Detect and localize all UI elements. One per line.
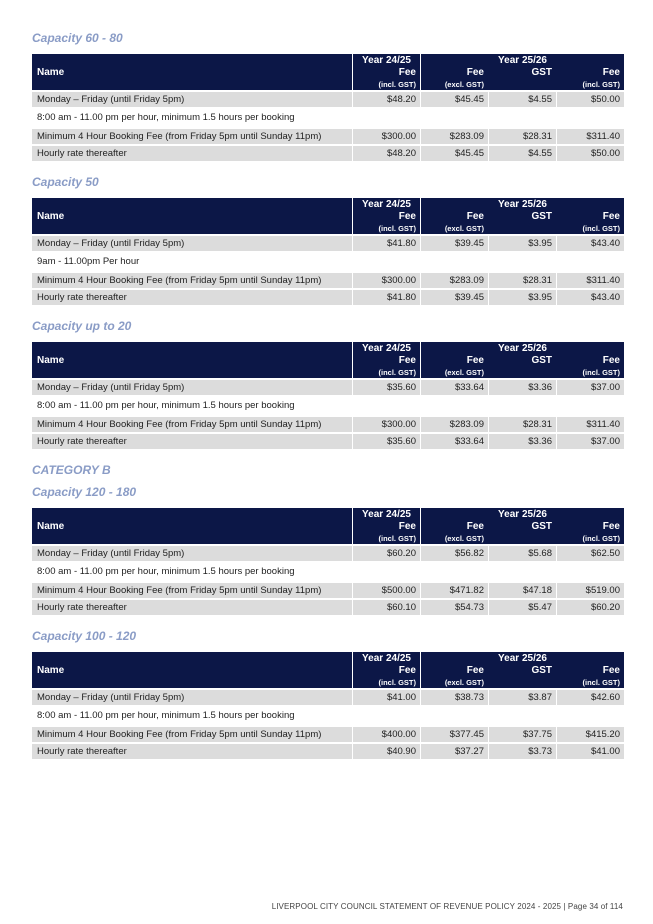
gst-header: GST <box>488 665 556 688</box>
fee-table <box>32 198 624 305</box>
category-heading: CATEGORY B <box>32 463 111 477</box>
year-2526-header: Year 25/26 <box>420 508 624 521</box>
fee-2526-incl: $50.00 <box>556 90 624 107</box>
fee-2425-incl: $500.00 <box>352 581 420 598</box>
name-column-header: Name <box>32 508 352 544</box>
year-2526-header: Year 25/26 <box>420 54 624 67</box>
fee-2425-incl: $41.00 <box>352 688 420 705</box>
table-row <box>32 742 624 759</box>
row-name: Monday – Friday (until Friday 5pm) <box>32 378 352 395</box>
table-row <box>32 725 624 742</box>
incl-gst-label: (incl. GST) <box>352 223 420 234</box>
fee-2526-excl: $37.27 <box>420 742 488 759</box>
row-name: Hourly rate thereafter <box>32 288 352 305</box>
fee-2425-incl: $300.00 <box>352 415 420 432</box>
fee-table <box>32 54 624 161</box>
fee-2526-excl: $39.45 <box>420 288 488 305</box>
row-name: Monday – Friday (until Friday 5pm) <box>32 544 352 561</box>
fee-section <box>32 174 624 305</box>
row-name: Minimum 4 Hour Booking Fee (from Friday 5pm until Sunday 11pm) <box>32 725 352 742</box>
row-name: Hourly rate thereafter <box>32 742 352 759</box>
row-name: Minimum 4 Hour Booking Fee (from Friday 5pm until Sunday 11pm) <box>32 127 352 144</box>
fee-table <box>32 652 624 759</box>
table-row <box>32 288 624 305</box>
table-row <box>32 234 624 251</box>
fee-2526-excl: $283.09 <box>420 415 488 432</box>
incl-gst-label: (incl. GST) <box>556 677 624 688</box>
fee-section <box>32 484 624 615</box>
fee-2425-incl: $60.10 <box>352 598 420 615</box>
note-row <box>32 251 624 271</box>
fee-2526-excl: $283.09 <box>420 271 488 288</box>
fee-2425-incl: $35.60 <box>352 378 420 395</box>
fee-header: Fee <box>420 211 488 223</box>
fee-2526-excl: $33.64 <box>420 432 488 449</box>
fee-section <box>32 318 624 449</box>
fee-2526-incl: $311.40 <box>556 127 624 144</box>
fee-header: Fee <box>556 521 624 533</box>
fee-header: Fee <box>556 211 624 223</box>
fee-2425-incl: $400.00 <box>352 725 420 742</box>
year-2425-header: Year 24/25 <box>352 652 420 665</box>
table-row <box>32 688 624 705</box>
fee-2526-incl: $37.00 <box>556 432 624 449</box>
fee-header: Fee <box>420 521 488 533</box>
year-2526-header: Year 25/26 <box>420 652 624 665</box>
gst-2526: $5.68 <box>488 544 556 561</box>
fee-table <box>32 342 624 449</box>
fee-2526-excl: $39.45 <box>420 234 488 251</box>
year-2526-header: Year 25/26 <box>420 342 624 355</box>
fee-2526-excl: $377.45 <box>420 725 488 742</box>
incl-gst-label: (incl. GST) <box>556 223 624 234</box>
excl-gst-label: (excl. GST) <box>420 677 488 688</box>
fee-2526-incl: $50.00 <box>556 144 624 161</box>
fee-2526-excl: $54.73 <box>420 598 488 615</box>
fee-header: Fee <box>420 355 488 367</box>
row-name: Monday – Friday (until Friday 5pm) <box>32 688 352 705</box>
name-column-header: Name <box>32 54 352 90</box>
section-title: Capacity 100 - 120 <box>32 629 137 643</box>
fee-schedule-page <box>32 30 624 772</box>
table-row <box>32 598 624 615</box>
gst-2526: $28.31 <box>488 415 556 432</box>
fee-2425-incl: $300.00 <box>352 271 420 288</box>
table-row <box>32 144 624 161</box>
gst-2526: $3.36 <box>488 378 556 395</box>
fee-2425-incl: $40.90 <box>352 742 420 759</box>
incl-gst-label: (incl. GST) <box>352 677 420 688</box>
row-name: Minimum 4 Hour Booking Fee (from Friday 5pm until Sunday 11pm) <box>32 271 352 288</box>
fee-2425-incl: $60.20 <box>352 544 420 561</box>
table-row <box>32 127 624 144</box>
fee-2425-incl: $41.80 <box>352 288 420 305</box>
gst-2526: $3.73 <box>488 742 556 759</box>
fee-2526-incl: $519.00 <box>556 581 624 598</box>
fee-header: Fee <box>556 665 624 677</box>
gst-2526: $28.31 <box>488 127 556 144</box>
fee-2425-incl: $48.20 <box>352 144 420 161</box>
fee-header: Fee <box>420 67 488 79</box>
gst-2526: $3.95 <box>488 234 556 251</box>
year-2425-header: Year 24/25 <box>352 54 420 67</box>
incl-gst-label: (incl. GST) <box>352 367 420 378</box>
table-row <box>32 378 624 395</box>
excl-gst-label: (excl. GST) <box>420 533 488 544</box>
table-row <box>32 90 624 107</box>
incl-gst-label: (incl. GST) <box>556 367 624 378</box>
gst-2526: $37.75 <box>488 725 556 742</box>
year-2526-header: Year 25/26 <box>420 198 624 211</box>
note-row <box>32 705 624 725</box>
fee-2526-incl: $62.50 <box>556 544 624 561</box>
note-text: 9am - 11.00pm Per hour <box>32 251 624 271</box>
name-column-header: Name <box>32 652 352 688</box>
note-row <box>32 561 624 581</box>
fee-table <box>32 508 624 615</box>
excl-gst-label: (excl. GST) <box>420 223 488 234</box>
gst-header: GST <box>488 211 556 234</box>
fee-2526-incl: $311.40 <box>556 271 624 288</box>
section-title: Capacity 120 - 180 <box>32 485 137 499</box>
row-name: Monday – Friday (until Friday 5pm) <box>32 90 352 107</box>
year-2425-header: Year 24/25 <box>352 508 420 521</box>
name-column-header: Name <box>32 342 352 378</box>
year-2425-header: Year 24/25 <box>352 342 420 355</box>
note-row <box>32 107 624 127</box>
note-text: 8:00 am - 11.00 pm per hour, minimum 1.5 hours per booking <box>32 107 624 127</box>
note-text: 8:00 am - 11.00 pm per hour, minimum 1.5 hours per booking <box>32 561 624 581</box>
row-name: Minimum 4 Hour Booking Fee (from Friday 5pm until Sunday 11pm) <box>32 581 352 598</box>
table-row <box>32 581 624 598</box>
note-row <box>32 395 624 415</box>
fee-header: Fee <box>420 665 488 677</box>
gst-header: GST <box>488 521 556 544</box>
section-title: Capacity 60 - 80 <box>32 31 123 45</box>
fee-2425-incl: $41.80 <box>352 234 420 251</box>
row-name: Hourly rate thereafter <box>32 432 352 449</box>
fee-2526-excl: $283.09 <box>420 127 488 144</box>
year-2425-header: Year 24/25 <box>352 198 420 211</box>
row-name: Monday – Friday (until Friday 5pm) <box>32 234 352 251</box>
table-row <box>32 544 624 561</box>
fee-2526-incl: $43.40 <box>556 288 624 305</box>
gst-2526: $47.18 <box>488 581 556 598</box>
fee-2526-excl: $45.45 <box>420 90 488 107</box>
fee-2526-excl: $33.64 <box>420 378 488 395</box>
fee-2425-incl: $48.20 <box>352 90 420 107</box>
gst-2526: $3.36 <box>488 432 556 449</box>
gst-2526: $3.95 <box>488 288 556 305</box>
fee-2526-incl: $41.00 <box>556 742 624 759</box>
name-column-header: Name <box>32 198 352 234</box>
gst-2526: $4.55 <box>488 90 556 107</box>
table-row <box>32 415 624 432</box>
fee-2526-excl: $45.45 <box>420 144 488 161</box>
fee-section <box>32 30 624 161</box>
incl-gst-label: (incl. GST) <box>352 79 420 90</box>
fee-2425-incl: $35.60 <box>352 432 420 449</box>
table-row <box>32 271 624 288</box>
gst-2526: $3.87 <box>488 688 556 705</box>
row-name: Hourly rate thereafter <box>32 144 352 161</box>
fee-2526-incl: $42.60 <box>556 688 624 705</box>
page-footer: LIVERPOOL CITY COUNCIL STATEMENT OF REVENUE POLICY 2024 - 2025 | Page 34 of 114 <box>271 902 623 911</box>
table-row <box>32 432 624 449</box>
gst-2526: $28.31 <box>488 271 556 288</box>
fee-2526-incl: $43.40 <box>556 234 624 251</box>
fee-header: Fee <box>556 67 624 79</box>
fee-header: Fee <box>352 355 420 367</box>
fee-header: Fee <box>352 211 420 223</box>
note-text: 8:00 am - 11.00 pm per hour, minimum 1.5 hours per booking <box>32 395 624 415</box>
section-title: Capacity 50 <box>32 175 99 189</box>
fee-2526-incl: $60.20 <box>556 598 624 615</box>
excl-gst-label: (excl. GST) <box>420 79 488 90</box>
fee-header: Fee <box>556 355 624 367</box>
fee-2526-excl: $471.82 <box>420 581 488 598</box>
gst-2526: $4.55 <box>488 144 556 161</box>
incl-gst-label: (incl. GST) <box>352 533 420 544</box>
fee-2526-incl: $415.20 <box>556 725 624 742</box>
fee-2526-incl: $37.00 <box>556 378 624 395</box>
row-name: Minimum 4 Hour Booking Fee (from Friday 5pm until Sunday 11pm) <box>32 415 352 432</box>
excl-gst-label: (excl. GST) <box>420 367 488 378</box>
section-title: Capacity up to 20 <box>32 319 132 333</box>
fee-header: Fee <box>352 521 420 533</box>
gst-2526: $5.47 <box>488 598 556 615</box>
note-text: 8:00 am - 11.00 pm per hour, minimum 1.5 hours per booking <box>32 705 624 725</box>
fee-section <box>32 628 624 759</box>
row-name: Hourly rate thereafter <box>32 598 352 615</box>
gst-header: GST <box>488 355 556 378</box>
fee-2526-excl: $56.82 <box>420 544 488 561</box>
fee-2526-excl: $38.73 <box>420 688 488 705</box>
fee-2526-incl: $311.40 <box>556 415 624 432</box>
fee-2425-incl: $300.00 <box>352 127 420 144</box>
incl-gst-label: (incl. GST) <box>556 533 624 544</box>
incl-gst-label: (incl. GST) <box>556 79 624 90</box>
fee-header: Fee <box>352 67 420 79</box>
gst-header: GST <box>488 67 556 90</box>
fee-header: Fee <box>352 665 420 677</box>
